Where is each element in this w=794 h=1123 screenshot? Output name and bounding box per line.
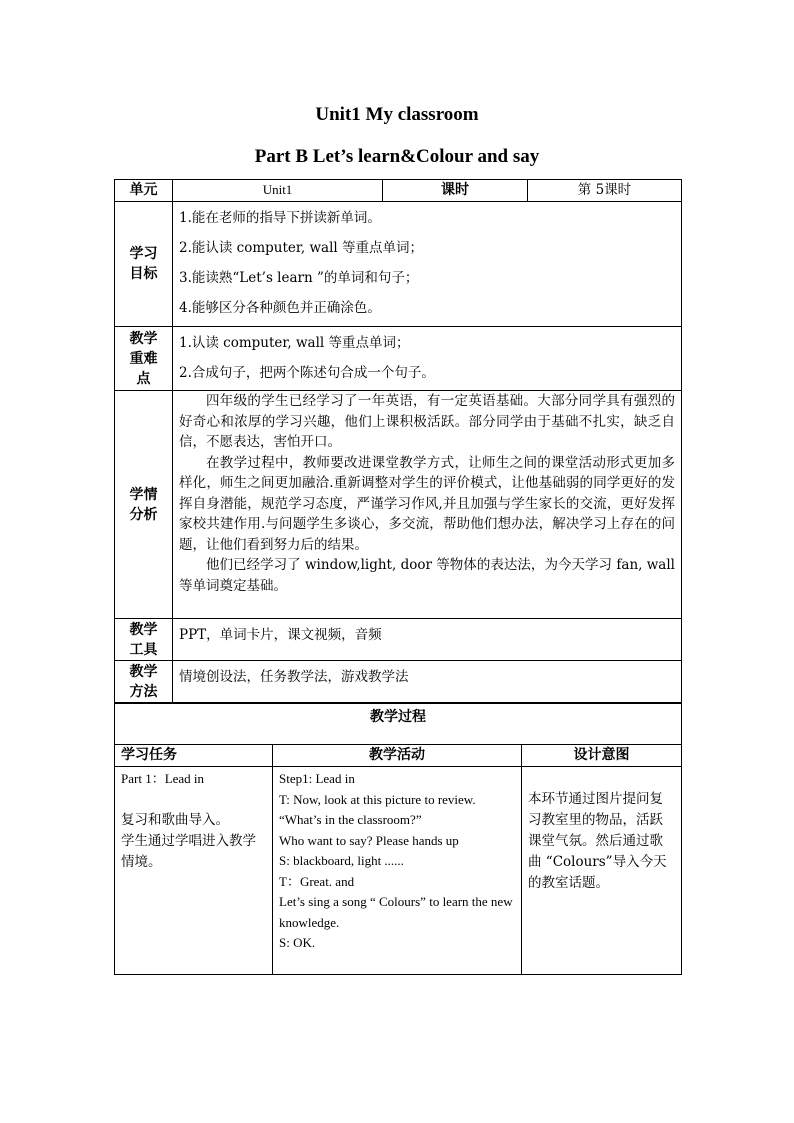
col-header-task: 学习任务: [115, 745, 273, 767]
key-point-item: 1.认读 computer, wall 等重点单词；: [179, 335, 410, 351]
process-table: [114, 703, 682, 975]
tools-label: 教学 工具: [115, 619, 173, 661]
activity-cell: [273, 767, 522, 975]
goals-label: 学习 目标: [115, 202, 173, 327]
task-cell: [115, 767, 273, 975]
intent-text: 本环节通过图片提问复习教室里的物品，活跃课堂气氛。然后通过歌曲 “Colours”导入今天的教室话题。: [528, 791, 667, 891]
analysis-label: 学情 分析: [115, 391, 173, 619]
analysis-paragraph: 四年级的学生已经学习了一年英语，有一定英语基础。大部分同学具有强烈的好奇心和浓厚的学习兴趣，他们上课积极活跃。部分同学由于基础不扎实，缺乏自信，不愿表达，害怕开口。: [179, 393, 675, 450]
col-header-intent: 设计意图: [522, 745, 682, 767]
methods-label: 教学 方法: [115, 661, 173, 703]
unit-value: Unit1: [173, 180, 383, 202]
intent-cell: [522, 767, 682, 975]
task-line: 学生通过学唱进入教学情境。: [121, 832, 256, 870]
tools-value: PPT，单词卡片，课文视频，音频: [173, 619, 682, 661]
goal-item: 3.能读熟“Let’s learn ”的单词和句子；: [179, 270, 419, 286]
process-title: 教学过程: [115, 704, 682, 745]
activity-line: S: OK.: [279, 935, 316, 950]
key-point-item: 2.合成句子，把两个陈述句合成一个句子。: [179, 365, 435, 381]
document-subtitle: Part B Let’s learn&Colour and say: [254, 146, 540, 167]
document-title: Unit1 My classroom: [315, 104, 479, 125]
activity-line: S: blackboard, light ......: [279, 853, 404, 868]
task-line: 复习和歌曲导入。: [121, 811, 229, 828]
activity-line: T：Great. and: [279, 873, 355, 889]
analysis-paragraph: 在教学过程中，教师要改进课堂教学方式，让师生之间的课堂活动形式更加多样化，师生之间更加融洽.重新调整对学生的评价模式，让他基础弱的同学更好的发挥自身潜能，规范学习态度，严谨学习作风,并且加强与学生家长的交流，更好发挥家校共建作用.与问题学生多谈心，多交流，帮助他们想办法，解决学习上存在的问题，让他们看到努力后的结果。: [179, 454, 675, 553]
activity-line: T: Now, look at this picture to review.: [279, 791, 476, 807]
goals-cell: [173, 202, 682, 327]
key-points-label: 教学 重难 点: [115, 327, 173, 391]
goal-item: 4.能够区分各种颜色并正确涂色。: [179, 300, 381, 316]
activity-line: Who want to say? Please hands up: [279, 832, 459, 848]
key-points-cell: [173, 327, 682, 391]
col-header-activity: 教学活动: [273, 745, 522, 767]
task-part: Part 1：Lead in: [121, 771, 205, 786]
activity-line: Let’s sing a song “ Colours” to learn the new knowledge.: [279, 894, 513, 930]
activity-line: “What’s in the classroom?”: [279, 812, 422, 827]
unit-label: 单元: [115, 180, 173, 202]
analysis-cell: [173, 391, 682, 619]
activity-line: Step1: Lead in: [279, 771, 355, 786]
analysis-paragraph: 他们已经学习了 window,light, door 等物体的表达法，为今天学习 fan, wall 等单词奠定基础。: [179, 557, 675, 594]
lesson-label: 课时: [383, 180, 528, 202]
goal-item: 1.能在老师的指导下拼读新单词。: [179, 210, 381, 226]
goal-item: 2.能认读 computer, wall 等重点单词；: [179, 240, 423, 256]
lesson-info-table: [114, 179, 682, 703]
lesson-value: 第 5课时: [528, 180, 682, 202]
methods-value: 情境创设法，任务教学法，游戏教学法: [173, 661, 682, 703]
